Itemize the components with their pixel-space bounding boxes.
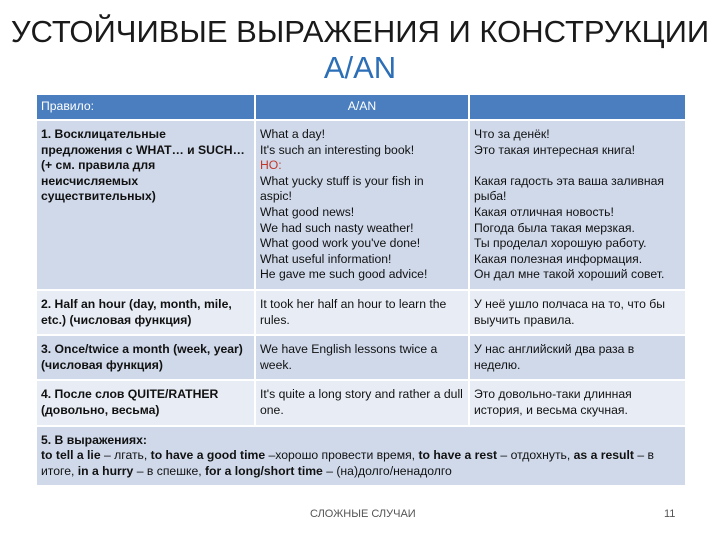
expression-term: to have a good time xyxy=(150,448,266,463)
expression-gloss: –хорошо провести время, xyxy=(265,448,419,463)
example-line: We had such nasty weather! xyxy=(260,220,414,235)
expression-term: to have a rest xyxy=(418,448,498,463)
example-line: What good work you've done! xyxy=(260,236,421,251)
translation-line: Какая отличная новость! xyxy=(474,204,614,219)
example-line: It's such an interesting book! xyxy=(260,142,415,157)
table-row xyxy=(37,291,685,336)
example-line: aspic! xyxy=(260,189,292,204)
expression-term: as a result xyxy=(573,448,634,463)
title-line-2: A/AN xyxy=(323,50,397,85)
header-translation xyxy=(468,95,685,121)
expression-gloss: – отдохнуть, xyxy=(497,448,574,463)
expression-term: to tell a lie xyxy=(41,448,101,463)
translation-line: Это такая интересная книга! xyxy=(474,142,636,157)
header-rule: Правило: xyxy=(37,95,254,121)
table-row xyxy=(37,121,685,291)
expressions-text xyxy=(41,448,654,478)
example-line: What useful information! xyxy=(260,251,392,266)
example-en-cell xyxy=(254,121,468,291)
table-row xyxy=(37,427,685,488)
example-line: What good news! xyxy=(260,204,355,219)
header-a-an: A/AN xyxy=(254,95,468,121)
rule-cell: 1. Восклицательные предложения с WHAT… и SUCH… (+ см. правила для неисчисляемых существительных) xyxy=(37,121,254,291)
but-note: НО: xyxy=(260,158,282,173)
translation-line: Он дал мне такой хороший совет. xyxy=(474,267,665,282)
page-number: 11 xyxy=(664,508,676,520)
example-ru-cell: У неё ушло полчаса на то, что бы выучить правила. xyxy=(468,291,685,336)
rules-table xyxy=(37,95,685,487)
slide-title xyxy=(0,14,720,86)
expression-gloss: – в спешке, xyxy=(133,463,205,478)
table-row xyxy=(37,381,685,426)
translation-line: рыба! xyxy=(474,189,507,204)
translation-line: Ты проделал хорошую работу. xyxy=(474,236,647,251)
rule-cell: 2. Half an hour (day, month, mile, etc.) (числовая функция) xyxy=(37,291,254,336)
example-en-cell: It's quite a long story and rather a dull one. xyxy=(254,381,468,426)
expression-gloss: – в итоге, xyxy=(41,448,654,478)
example-line: What a day! xyxy=(260,127,326,141)
example-ru-cell: У нас английский два раза в неделю. xyxy=(468,336,685,381)
translation-line: Погода была такая мерзкая. xyxy=(474,220,635,235)
expression-term: in a hurry xyxy=(77,463,134,478)
expressions-cell xyxy=(37,427,685,488)
expression-term: for a long/short time xyxy=(205,463,323,478)
expression-gloss: – лгать, xyxy=(100,448,151,463)
translation-line: Какая гадость эта ваша заливная xyxy=(474,173,664,188)
title-line-1: УСТОЙЧИВЫЕ ВЫРАЖЕНИЯ И КОНСТРУКЦИИ xyxy=(10,14,710,49)
example-line: He gave me such good advice! xyxy=(260,267,428,282)
rule-cell: 3. Once/twice a month (week, year) (числовая функция) xyxy=(37,336,254,381)
table-row xyxy=(37,336,685,381)
table-header-row xyxy=(37,95,685,121)
translation-gap xyxy=(474,158,681,174)
example-line: What yucky stuff is your fish in xyxy=(260,173,424,188)
example-en-cell: It took her half an hour to learn the rules. xyxy=(254,291,468,336)
expression-gloss: – (на)долго/ненадолго xyxy=(322,463,452,478)
footer-label: СЛОЖНЫЕ СЛУЧАИ xyxy=(310,508,416,520)
example-en-cell: We have English lessons twice a week. xyxy=(254,336,468,381)
rule-cell: 4. После слов QUITE/RATHER (довольно, весьма) xyxy=(37,381,254,426)
translation-line: Какая полезная информация. xyxy=(474,251,643,266)
expressions-heading: 5. В выражениях: xyxy=(41,432,147,447)
example-ru-cell: Это довольно-таки длинная история, и весьма скучная. xyxy=(468,381,685,426)
translation-line: Что за денёк! xyxy=(474,127,550,141)
example-ru-cell xyxy=(468,121,685,291)
